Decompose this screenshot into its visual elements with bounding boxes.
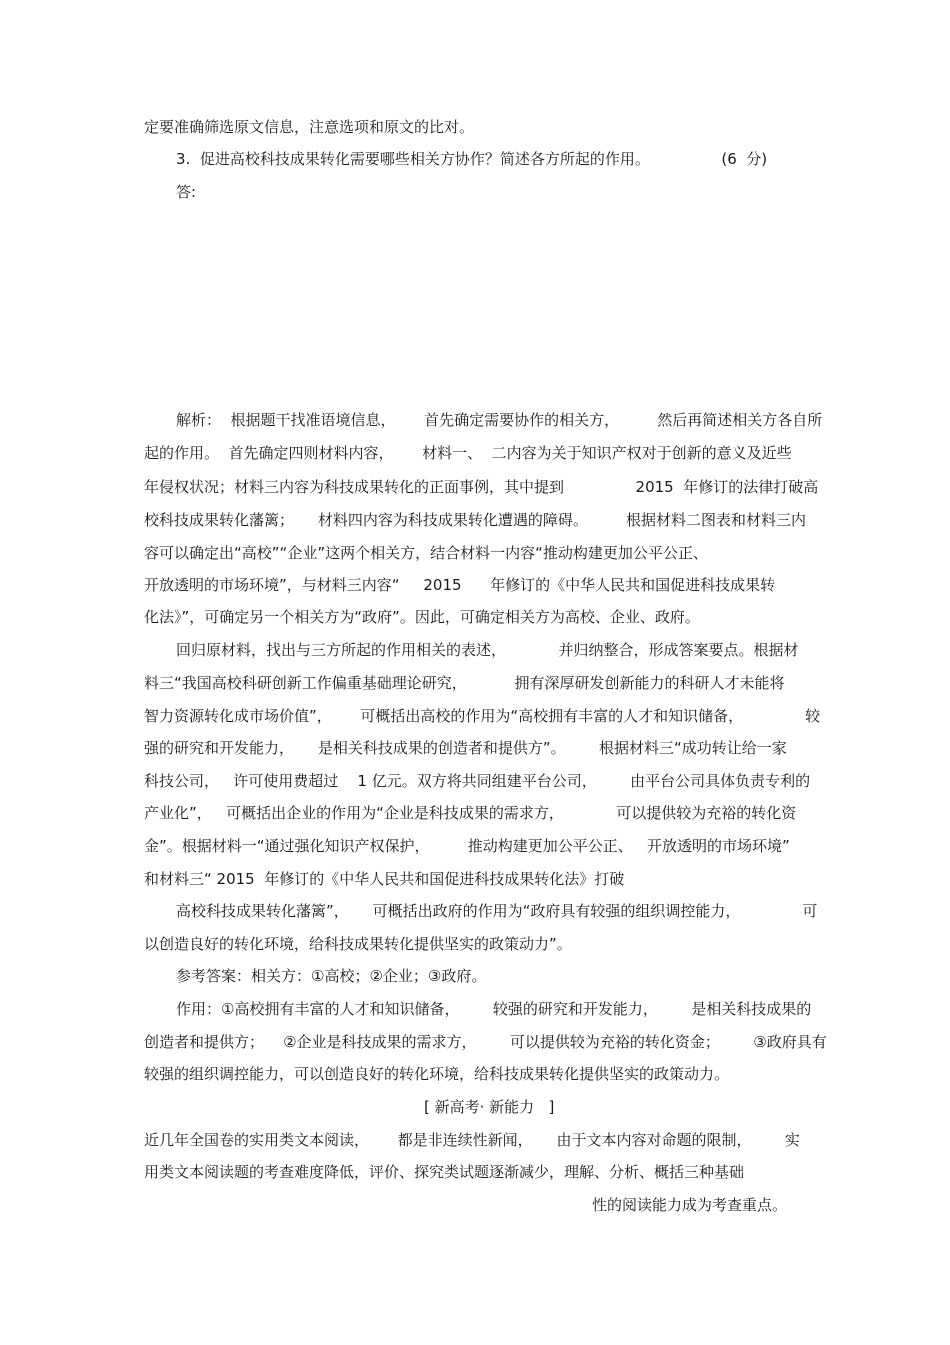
- text-line: 产业化”， 可概括出企业的作用为“企业是科技成果的需求方， 可以提供较为充裕的转化资: [144, 804, 797, 822]
- text-line: 料三“我国高校科研创新工作偏重基础理论研究， 拥有深厚研发创新能力的科研人才未能将: [144, 674, 785, 692]
- text-line: 容可以确定出“高校”“企业”这两个相关方，结合材料一内容“推动构建更加公平公正、: [144, 544, 708, 562]
- text-line: 用类文本阅读题的考查难度降低，评价、探究类试题逐渐减少，理解、分析、概括三种基础: [144, 1163, 745, 1181]
- question-3: 3. 促进高校科技成果转化需要哪些相关方协作？简述各方所起的作用。 (6 分): [176, 150, 768, 168]
- text-line: 化法》”，可确定另一个相关方为“政府”。因此，可确定相关方为高校、企业、政府。: [144, 608, 700, 626]
- text-line: 较强的组织调控能力，可以创造良好的转化环境，给科技成果转化提供坚实的政策动力。: [144, 1065, 730, 1083]
- text-line: 强的研究和开发能力， 是相关科技成果的创造者和提供方”。 根据材料三“成功转让给一家: [144, 739, 787, 757]
- text-line: 智力资源转化成市场价值”， 可概括出高校的作用为“高校拥有丰富的人才和知识储备， 较: [144, 707, 821, 725]
- text-line: 校科技成果转化藩篱； 材料四内容为科技成果转化遭遇的障碍。 根据材料二图表和材料三内: [144, 511, 806, 529]
- text-line: 年侵权状况；材料三内容为科技成果转化的正面事例，其中提到 2015 年修订的法律打破高: [144, 478, 819, 496]
- text-line: 科技公司， 许可使用费超过 1 亿元。双方将共同组建平台公司， 由平台公司具体负责专利的: [144, 772, 811, 790]
- text-line: 回归原材料，找出与三方所起的作用相关的表述， 并归纳整合，形成答案要点。根据材: [176, 641, 799, 659]
- text-line: 高校科技成果转化藩篱”， 可概括出政府的作用为“政府具有较强的组织调控能力， 可: [176, 902, 818, 920]
- text-line: 开放透明的市场环境”，与材料三内容“ 2015 年修订的《中华人民共和国促进科技成果转: [144, 576, 776, 594]
- text-line: 近几年全国卷的实用类文本阅读， 都是非连续性新闻， 由于文本内容对命题的限制， 实: [144, 1131, 800, 1149]
- text-line: 作用：①高校拥有丰富的人才和知识储备， 较强的研究和开发能力， 是相关科技成果的: [176, 1000, 812, 1018]
- reference-answer: 参考答案：相关方：①高校；②企业；③政府。: [176, 967, 487, 985]
- text-line: 解析： 根据题干找准语境信息， 首先确定需要协作的相关方， 然后再简述相关方各自所: [176, 411, 823, 429]
- text-line: 创造者和提供方； ②企业是科技成果的需求方， 可以提供较为充裕的转化资金； ③政府具有: [144, 1033, 827, 1051]
- answer-label: 答:: [176, 183, 197, 201]
- text-line: 定要准确筛选原文信息，注意选项和原文的比对。: [144, 118, 475, 136]
- text-line: 和材料三“ 2015 年修订的《中华人民共和国促进科技成果转化法》打破: [144, 870, 625, 888]
- text-line: 起的作用。 首先确定四则材料内容， 材料一、 二内容为关于知识产权对于创新的意义及近些: [144, 444, 792, 462]
- text-line: 以创造良好的转化环境，给科技成果转化提供坚实的政策动力”。: [144, 935, 572, 953]
- text-line: 金”。根据材料一“通过强化知识产权保护， 推动构建更加公平公正、 开放透明的市场环境”: [144, 837, 790, 855]
- text-line: 性的阅读能力成为考查重点。: [592, 1196, 788, 1214]
- section-heading: [ 新高考· 新能力 ]: [424, 1098, 555, 1116]
